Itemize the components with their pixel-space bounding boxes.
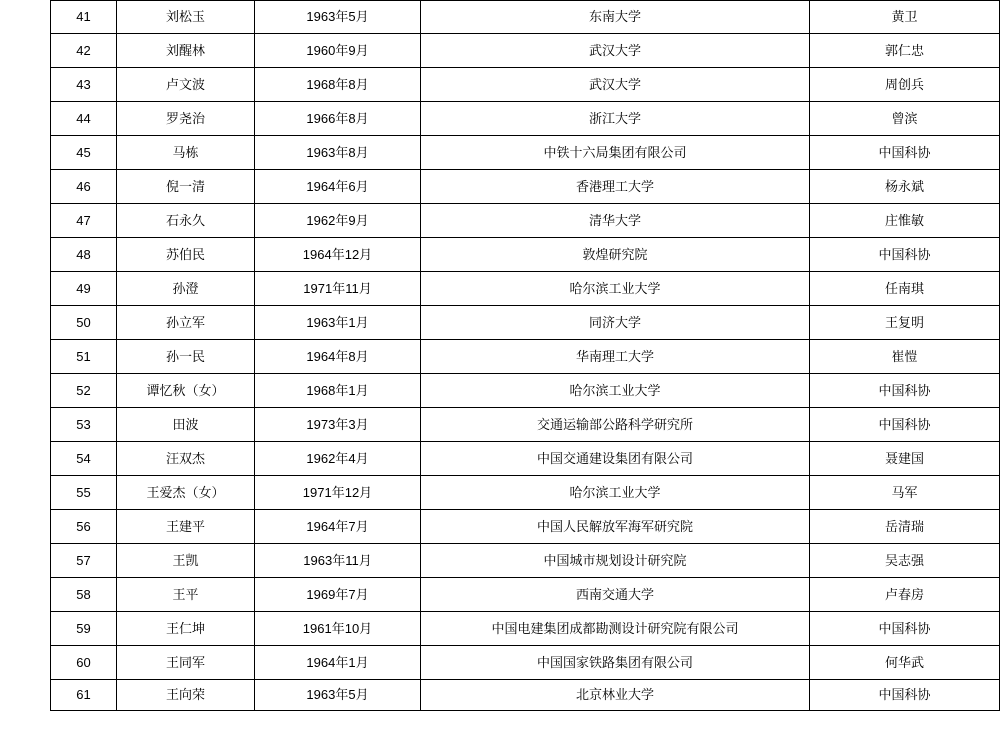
cell-index: 57 (51, 544, 117, 578)
cell-name: 刘松玉 (117, 1, 255, 34)
cell-org: 敦煌研究院 (421, 238, 810, 272)
cell-name: 谭忆秋（女） (117, 374, 255, 408)
table-row (51, 68, 1000, 102)
cell-org: 武汉大学 (421, 68, 810, 102)
cell-sponsor: 中国科协 (810, 680, 1000, 711)
table-row (51, 408, 1000, 442)
table-row (51, 204, 1000, 238)
cell-name: 苏伯民 (117, 238, 255, 272)
cell-index: 46 (51, 170, 117, 204)
cell-name: 王爱杰（女） (117, 476, 255, 510)
table-row (51, 544, 1000, 578)
table-row (51, 170, 1000, 204)
table-row (51, 680, 1000, 711)
cell-birth: 1963年1月 (255, 306, 421, 340)
cell-sponsor: 庄惟敏 (810, 204, 1000, 238)
cell-sponsor: 中国科协 (810, 612, 1000, 646)
roster-table (50, 0, 1000, 711)
table-row (51, 612, 1000, 646)
cell-index: 51 (51, 340, 117, 374)
cell-birth: 1968年8月 (255, 68, 421, 102)
cell-sponsor: 吴志强 (810, 544, 1000, 578)
cell-index: 49 (51, 272, 117, 306)
table-row (51, 442, 1000, 476)
table-row (51, 238, 1000, 272)
cell-org: 哈尔滨工业大学 (421, 476, 810, 510)
cell-org: 武汉大学 (421, 34, 810, 68)
cell-index: 50 (51, 306, 117, 340)
table-row (51, 272, 1000, 306)
cell-index: 55 (51, 476, 117, 510)
cell-sponsor: 王复明 (810, 306, 1000, 340)
cell-org: 中国电建集团成都勘测设计研究院有限公司 (421, 612, 810, 646)
cell-name: 马栋 (117, 136, 255, 170)
cell-birth: 1964年8月 (255, 340, 421, 374)
cell-index: 48 (51, 238, 117, 272)
cell-birth: 1961年10月 (255, 612, 421, 646)
cell-name: 王向荣 (117, 680, 255, 711)
cell-sponsor: 曾滨 (810, 102, 1000, 136)
cell-birth: 1963年5月 (255, 680, 421, 711)
cell-org: 香港理工大学 (421, 170, 810, 204)
cell-org: 中国国家铁路集团有限公司 (421, 646, 810, 680)
table-row (51, 340, 1000, 374)
cell-name: 汪双杰 (117, 442, 255, 476)
cell-index: 60 (51, 646, 117, 680)
cell-index: 56 (51, 510, 117, 544)
cell-index: 54 (51, 442, 117, 476)
cell-name: 石永久 (117, 204, 255, 238)
cell-sponsor: 崔愷 (810, 340, 1000, 374)
cell-index: 61 (51, 680, 117, 711)
cell-index: 45 (51, 136, 117, 170)
cell-sponsor: 何华武 (810, 646, 1000, 680)
cell-sponsor: 中国科协 (810, 238, 1000, 272)
cell-index: 41 (51, 1, 117, 34)
cell-birth: 1962年4月 (255, 442, 421, 476)
cell-org: 哈尔滨工业大学 (421, 272, 810, 306)
cell-org: 中铁十六局集团有限公司 (421, 136, 810, 170)
cell-name: 罗尧治 (117, 102, 255, 136)
table-row (51, 510, 1000, 544)
cell-sponsor: 卢春房 (810, 578, 1000, 612)
cell-index: 59 (51, 612, 117, 646)
cell-org: 东南大学 (421, 1, 810, 34)
cell-birth: 1964年1月 (255, 646, 421, 680)
table-row (51, 34, 1000, 68)
cell-sponsor: 黄卫 (810, 1, 1000, 34)
cell-sponsor: 中国科协 (810, 408, 1000, 442)
cell-index: 52 (51, 374, 117, 408)
cell-index: 58 (51, 578, 117, 612)
cell-name: 孙澄 (117, 272, 255, 306)
cell-sponsor: 周创兵 (810, 68, 1000, 102)
table-row (51, 1, 1000, 34)
cell-name: 倪一清 (117, 170, 255, 204)
cell-sponsor: 任南琪 (810, 272, 1000, 306)
cell-birth: 1963年5月 (255, 1, 421, 34)
cell-sponsor: 中国科协 (810, 136, 1000, 170)
cell-birth: 1969年7月 (255, 578, 421, 612)
cell-org: 中国城市规划设计研究院 (421, 544, 810, 578)
cell-org: 交通运输部公路科学研究所 (421, 408, 810, 442)
cell-sponsor: 杨永斌 (810, 170, 1000, 204)
cell-index: 47 (51, 204, 117, 238)
cell-sponsor: 岳清瑞 (810, 510, 1000, 544)
table-row (51, 374, 1000, 408)
table-row (51, 136, 1000, 170)
cell-name: 刘醒林 (117, 34, 255, 68)
table-row (51, 306, 1000, 340)
cell-org: 中国人民解放军海军研究院 (421, 510, 810, 544)
table-row (51, 646, 1000, 680)
table-row (51, 476, 1000, 510)
cell-name: 王建平 (117, 510, 255, 544)
cell-birth: 1971年11月 (255, 272, 421, 306)
cell-name: 孙立军 (117, 306, 255, 340)
cell-name: 王同军 (117, 646, 255, 680)
cell-org: 华南理工大学 (421, 340, 810, 374)
cell-org: 同济大学 (421, 306, 810, 340)
cell-org: 西南交通大学 (421, 578, 810, 612)
cell-name: 王仁坤 (117, 612, 255, 646)
cell-birth: 1963年11月 (255, 544, 421, 578)
table-row (51, 102, 1000, 136)
cell-org: 浙江大学 (421, 102, 810, 136)
cell-birth: 1968年1月 (255, 374, 421, 408)
table-row (51, 578, 1000, 612)
cell-org: 中国交通建设集团有限公司 (421, 442, 810, 476)
cell-name: 卢文波 (117, 68, 255, 102)
cell-org: 北京林业大学 (421, 680, 810, 711)
cell-birth: 1964年6月 (255, 170, 421, 204)
cell-sponsor: 马军 (810, 476, 1000, 510)
cell-birth: 1964年12月 (255, 238, 421, 272)
cell-birth: 1973年3月 (255, 408, 421, 442)
cell-sponsor: 郭仁忠 (810, 34, 1000, 68)
cell-name: 王凯 (117, 544, 255, 578)
cell-birth: 1963年8月 (255, 136, 421, 170)
cell-name: 王平 (117, 578, 255, 612)
cell-index: 43 (51, 68, 117, 102)
cell-birth: 1962年9月 (255, 204, 421, 238)
cell-name: 田波 (117, 408, 255, 442)
cell-birth: 1964年7月 (255, 510, 421, 544)
cell-sponsor: 中国科协 (810, 374, 1000, 408)
cell-index: 42 (51, 34, 117, 68)
cell-index: 53 (51, 408, 117, 442)
cell-birth: 1966年8月 (255, 102, 421, 136)
cell-org: 哈尔滨工业大学 (421, 374, 810, 408)
cell-sponsor: 聂建国 (810, 442, 1000, 476)
cell-index: 44 (51, 102, 117, 136)
cell-org: 清华大学 (421, 204, 810, 238)
cell-birth: 1960年9月 (255, 34, 421, 68)
roster-table-body (51, 1, 1000, 711)
cell-birth: 1971年12月 (255, 476, 421, 510)
cell-name: 孙一民 (117, 340, 255, 374)
